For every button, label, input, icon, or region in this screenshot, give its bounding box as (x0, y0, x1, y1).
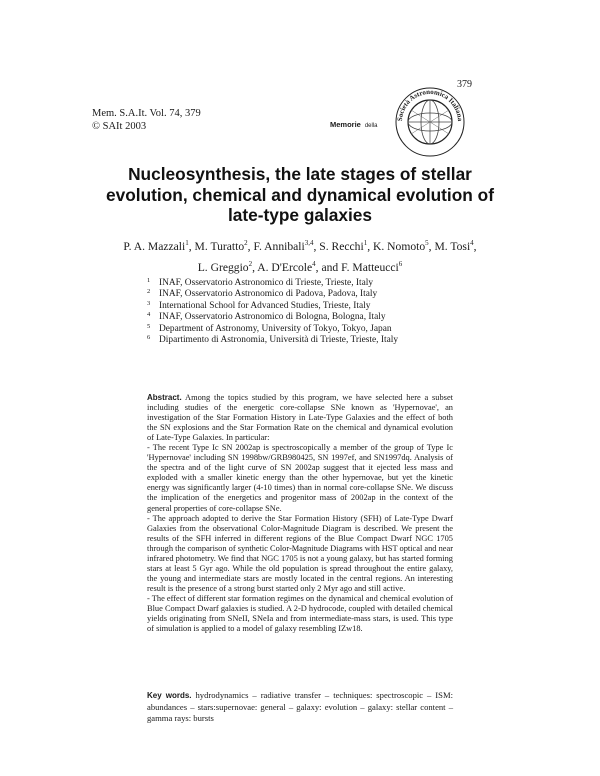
journal-volume-line: Mem. S.A.It. Vol. 74, 379 (92, 108, 201, 119)
abstract-item: - The approach adopted to derive the Star Formation History (SFH) of Late-Type Dwarf Galaxies from the observational Color-Magnitude Diagram is described. We present the results of the SFH inferred in different regions of the Blue Compact Dwarf NGC 1705 through the comparison of synthetic Color-Magnitude Diagrams with HST optical and near infrared photometry. We find that NGC 1705 is not a young galaxy, but has started forming stars at least 5 Gyr ago. While the old population is spread throughout the entire galaxy, the young and intermediate stars are mostly located in the central regions. An interesting result is the presence of a strong burst started only 2 Myr ago and still active. (147, 513, 453, 593)
abstract-intro (147, 393, 453, 443)
copyright-line: © SAIt 2003 (92, 120, 147, 132)
keywords-label: Key words. (147, 691, 192, 700)
author-affiliation-ref: 4 (470, 239, 474, 247)
affiliation-text: International School for Advanced Studies, Trieste, Italy (159, 300, 371, 311)
journal-citation (92, 108, 201, 133)
memorie-della-logo (330, 120, 378, 129)
author-name: L. Greggio (197, 261, 249, 274)
author-affiliation-ref: 2 (244, 239, 248, 247)
affiliation-text: INAF, Osservatorio Astronomico di Trieste, Trieste, Italy (159, 278, 374, 288)
paper-title (92, 164, 508, 226)
title-line: late-type galaxies (227, 205, 373, 225)
affiliation-text: Dipartimento di Astronomia, Università di Trieste, Trieste, Italy (159, 335, 399, 346)
della-label: della (364, 123, 378, 129)
page-number: 379 (457, 79, 472, 90)
affiliation-list (147, 278, 398, 346)
affiliation-item: $^1$ INAF, Osservatorio Astronomico di Trieste, Trieste, Italy (147, 277, 374, 288)
author-name: F. Annibali (253, 240, 305, 253)
author-affiliation-ref: 5 (425, 239, 429, 247)
affiliation-item: $^3$ International School for Advanced Studies, Trieste, Italy (147, 299, 371, 311)
affiliation-text: Department of Astronomy, University of Tokyo, Tokyo, Japan (159, 323, 392, 334)
author-affiliation-ref: 4 (312, 260, 316, 268)
affiliation-text: INAF, Osservatorio Astronomico di Bologna, Bologna, Italy (159, 312, 386, 323)
author-name: M. Turatto (194, 240, 245, 253)
keywords (147, 690, 453, 723)
author-list: P. A. Mazzali$^1$, M. Turatto$^2$, F. Annibali$^{3,4}$, S. Recchi$^1$, K. Nomoto$^5$, M. Tosi$^4$, L. Greggio$^2$, A. D'Ercole$^4$, and F. Matteucci$^6$ (123, 239, 477, 274)
abstract-item: - The recent Type Ic SN 2002ap is spectroscopically a member of the group of Type Ic 'Hypernovae' including SN 1998bw/GRB980425, SN 1997ef, and SN1997dq. Analysis of the spectra and of the light curve of SN 2002ap suggest that it ejected less mass and exploded with a smaller kinetic energy than the other hypernovae, but yet the kinetic energy was significantly larger (4-10 times) than in normal core-collapse SNe. We discuss the implication of the energetics and progenitor mass of 2002ap in the context of the general properties of core-collapse SNe. (147, 443, 453, 513)
abstract-label: Abstract. (147, 393, 182, 402)
seal-text: Società Astronomica Italiana (395, 87, 465, 122)
keywords-text: hydrodynamics – radiative transfer – techniques: spectroscopic – ISM: abundances – stars:supernovae: general – galaxy: evolution – galaxy: stellar content – gamma rays: bursts (147, 690, 453, 723)
author-name: K. Nomoto (373, 240, 426, 253)
abstract-intro-text: Among the topics studied by this program, we have selected here a subset including studies of the energetic core-collapse SNe known as 'Hypernovae', an investigation of the Star Formation History in Late-Type Galaxies and the effect of both the SN explosions and the Star Formation Rate on the chemical and dynamical evolution of Late-Type Galaxies. In particular: (147, 393, 453, 443)
author-name: F. Matteucci (341, 261, 399, 274)
title-line: Nucleosynthesis, the late stages of stellar (128, 164, 472, 184)
title-line: evolution, chemical and dynamical evolution of (106, 184, 494, 205)
affiliation-text: INAF, Osservatorio Astronomico di Padova, Padova, Italy (159, 289, 378, 300)
author-name: P. A. Mazzali (123, 240, 186, 253)
affiliation-item: $^4$ INAF, Osservatorio Astronomico di Bologna, Bologna, Italy (147, 311, 386, 323)
abstract (147, 393, 453, 634)
affiliation-item: $^6$ Dipartimento di Astronomia, Università di Trieste, Trieste, Italy (147, 334, 399, 346)
author-name: A. D'Ercole (257, 261, 313, 274)
author-name: M. Tosi (434, 240, 471, 253)
affiliation-item: $^5$ Department of Astronomy, University of Tokyo, Tokyo, Japan (147, 322, 392, 334)
author-affiliation-ref: 6 (398, 260, 403, 268)
author-affiliation-ref: 2 (248, 260, 253, 268)
author-affiliation-ref: 1 (185, 239, 189, 247)
memorie-label: Memorie (330, 120, 361, 129)
author-affiliation-ref: 3,4 (304, 239, 314, 247)
society-seal-logo (391, 80, 469, 158)
affiliation-item: $^2$ INAF, Osservatorio Astronomico di Padova, Padova, Italy (147, 288, 378, 300)
author-name: S. Recchi (319, 240, 364, 253)
author-affiliation-ref: 1 (363, 239, 368, 247)
abstract-item: - The effect of different star formation regimes on the dynamical and chemical evolution of Blue Compact Dwarf galaxies is studied. A 2-D hydrocode, coupled with detailed chemical yields originating from SNeII, SNeIa and from intermediate-mass stars, is used. This type of simulation is applied to a model of galaxy resembling IZw18. (147, 593, 453, 634)
